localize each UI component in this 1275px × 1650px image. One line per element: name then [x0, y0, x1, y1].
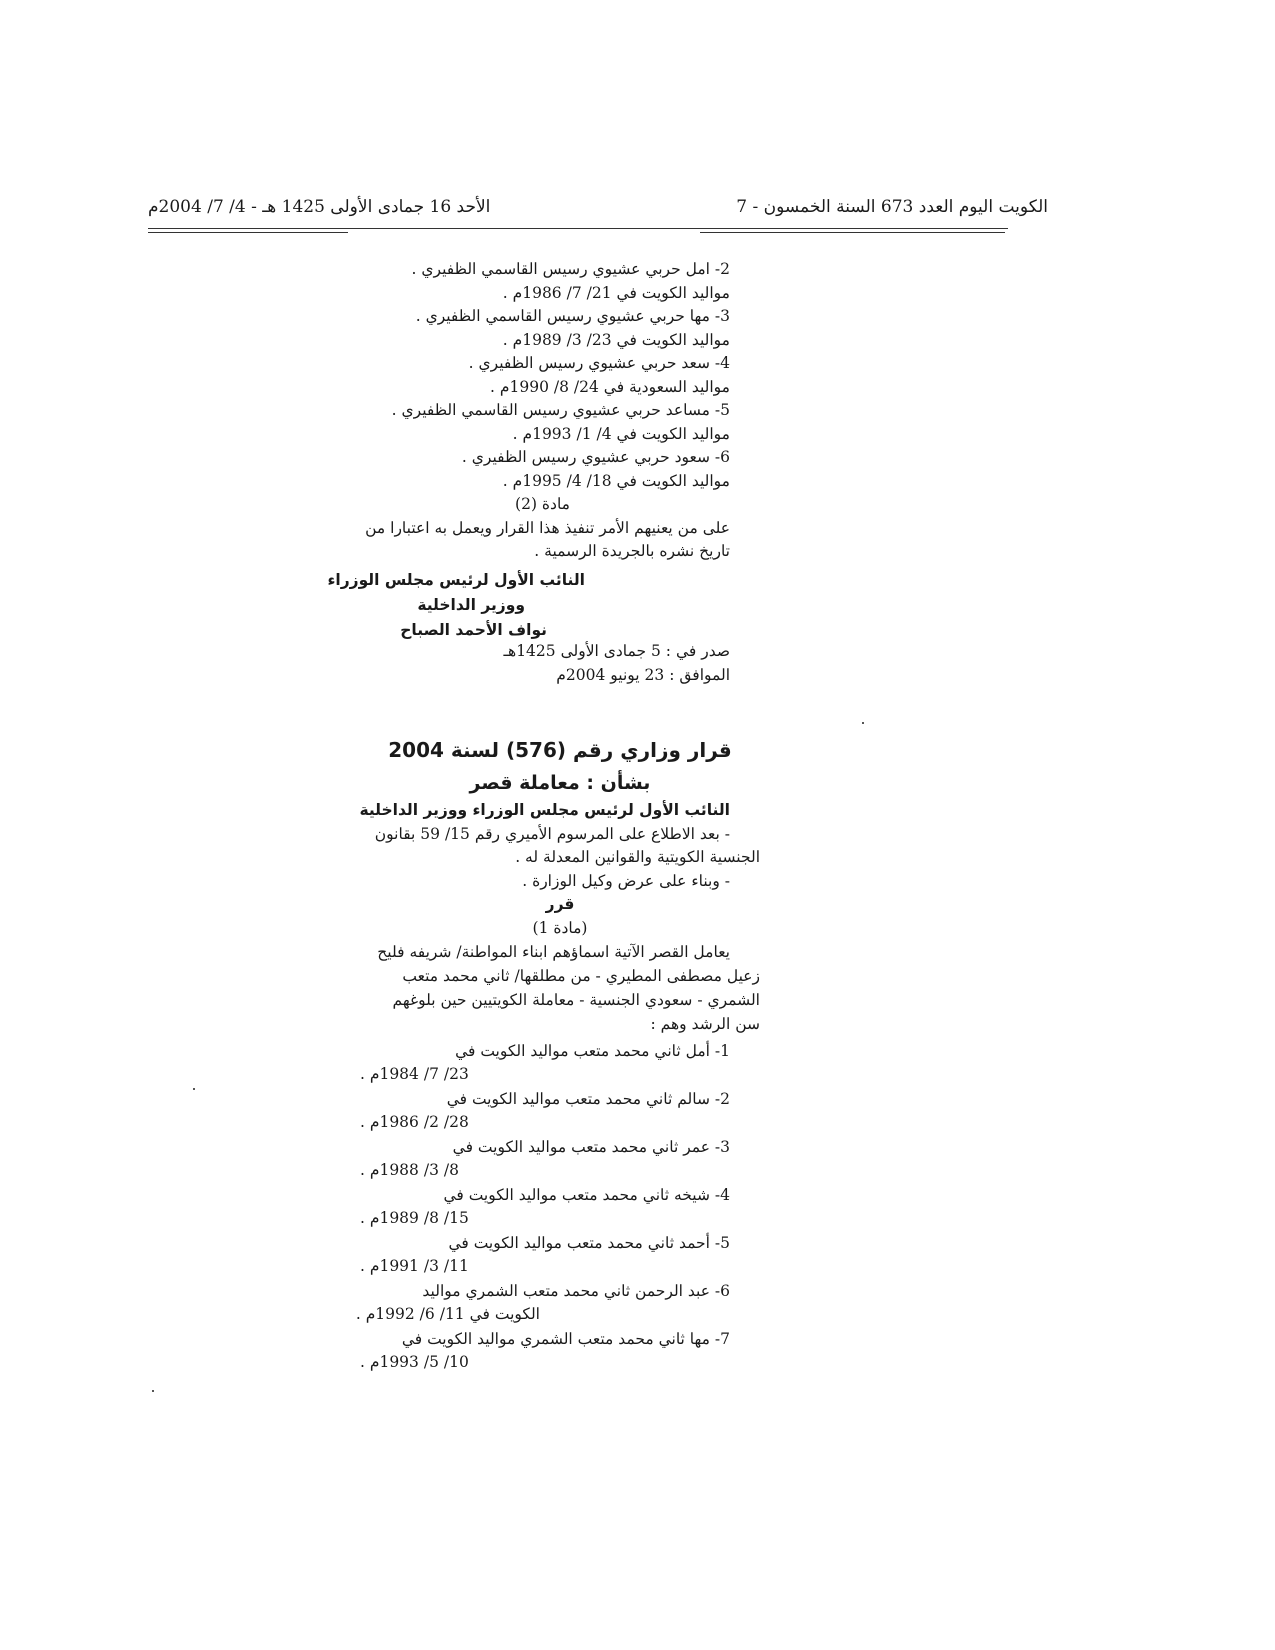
list-item: 1- أمل ثاني محمد متعب مواليد الكويت في — [455, 1042, 730, 1060]
list-item-birth: مواليد الكويت في 23/ 3/ 1989م . — [502, 330, 730, 349]
decree-title: قرار وزاري رقم (576) لسنة 2004 — [388, 738, 732, 762]
signature-block — [327, 568, 585, 643]
header-rule-right — [700, 232, 1005, 233]
corresponding-date: الموافق : 23 يونيو 2004م — [556, 665, 730, 684]
list-item-birth: مواليد الكويت في 21/ 7/ 1986م . — [502, 283, 730, 302]
body-line: يعامل القصر الآتية اسماؤهم ابناء المواطنة/ شريفه فليح — [377, 943, 730, 961]
list-item: 3- مها حربي عشيوي رسيس القاسمي الظفيري . — [415, 307, 730, 325]
header-rule-secondary — [148, 232, 348, 233]
decree-body — [360, 940, 760, 1036]
list-item: 6- سعود حربي عشيوي رسيس الظفيري . — [461, 448, 730, 466]
list-item-birth: مواليد الكويت في 18/ 4/ 1995م . — [502, 471, 730, 490]
scan-speck — [152, 1390, 154, 1392]
page-header — [148, 195, 1048, 225]
list-item: 4- سعد حربي عشيوي رسيس الظفيري . — [468, 354, 730, 372]
list-item: 2- امل حربي عشيوي رسيس القاسمي الظفيري . — [411, 260, 730, 278]
article-text: على من يعنيهم الأمر تنفيذ هذا القرار ويعمل به اعتبارا من — [365, 518, 730, 537]
preamble-text: - بعد الاطلاع على المرسوم الأميري رقم 15/ 59 بقانون — [374, 824, 730, 843]
list-item: 5- مساعد حربي عشيوي رسيس القاسمي الظفيري . — [391, 401, 730, 419]
scan-speck — [862, 722, 864, 724]
section2-column — [360, 733, 760, 940]
decided-heading: قرر — [545, 895, 575, 913]
article-heading: (مادة 1) — [532, 918, 588, 937]
header-date: الأحد 16 جمادى الأولى 1425 هـ - 4/ 7/ 2004م — [148, 197, 491, 217]
list-item-date: 28/ 2/ 1986م . — [360, 1113, 469, 1131]
body-line: زعيل مصطفى المطيري - من مطلقها/ ثاني محمد متعب — [402, 967, 760, 985]
list-item-birth: مواليد السعودية في 24/ 8/ 1990م . — [490, 377, 730, 396]
list-item: 2- سالم ثاني محمد متعب مواليد الكويت في — [446, 1090, 730, 1108]
list-item-date: 15/ 8/ 1989م . — [360, 1209, 469, 1227]
scan-speck — [193, 1088, 195, 1090]
decree-subject: بشأن : معاملة قصر — [469, 772, 651, 794]
minor-list — [355, 1040, 730, 1374]
list-item: 5- أحمد ثاني محمد متعب مواليد الكويت في — [448, 1234, 730, 1252]
list-item-date: 11/ 3/ 1991م . — [360, 1257, 469, 1275]
body-line: الشمري - سعودي الجنسية - معاملة الكويتيين حين بلوغهم — [392, 991, 760, 1009]
preamble-text: - وبناء على عرض وكيل الوزارة . — [522, 871, 730, 890]
list-item-birth: مواليد الكويت في 4/ 1/ 1993م . — [512, 424, 730, 443]
preamble-text: الجنسية الكويتية والقوانين المعدلة له . — [515, 848, 760, 866]
issue-date-block — [480, 640, 730, 687]
header-rule — [148, 228, 1008, 229]
signatory-ministry: ووزير الداخلية — [417, 596, 525, 614]
list-item: 3- عمر ثاني محمد متعب مواليد الكويت في — [452, 1138, 730, 1156]
issued-date: صدر في : 5 جمادى الأولى 1425هـ — [503, 642, 730, 660]
body-line: سن الرشد وهم : — [650, 1015, 760, 1033]
list-item-date: 23/ 7/ 1984م . — [360, 1065, 469, 1083]
section1-column — [355, 258, 730, 564]
list-item-date: 8/ 3/ 1988م . — [360, 1161, 459, 1179]
article-text: تاريخ نشره بالجريدة الرسمية . — [534, 542, 730, 560]
article-heading: مادة (2) — [515, 495, 570, 513]
list-item: 7- مها ثاني محمد متعب الشمري مواليد الكويت في — [401, 1330, 730, 1348]
list-item-date: 10/ 5/ 1993م . — [360, 1353, 469, 1371]
list-item-date: الكويت في 11/ 6/ 1992م . — [355, 1305, 540, 1323]
list-item: 4- شيخه ثاني محمد متعب مواليد الكويت في — [443, 1186, 730, 1204]
signatory-name: نواف الأحمد الصباح — [400, 621, 547, 639]
list-item: 6- عبد الرحمن ثاني محمد متعب الشمري مواليد — [422, 1282, 730, 1300]
header-issue-info: الكويت اليوم العدد 673 السنة الخمسون - 7 — [736, 197, 1048, 217]
signatory-title: النائب الأول لرئيس مجلس الوزراء — [327, 571, 585, 589]
decree-authority: النائب الأول لرئيس مجلس الوزراء ووزير الداخلية — [359, 801, 730, 819]
